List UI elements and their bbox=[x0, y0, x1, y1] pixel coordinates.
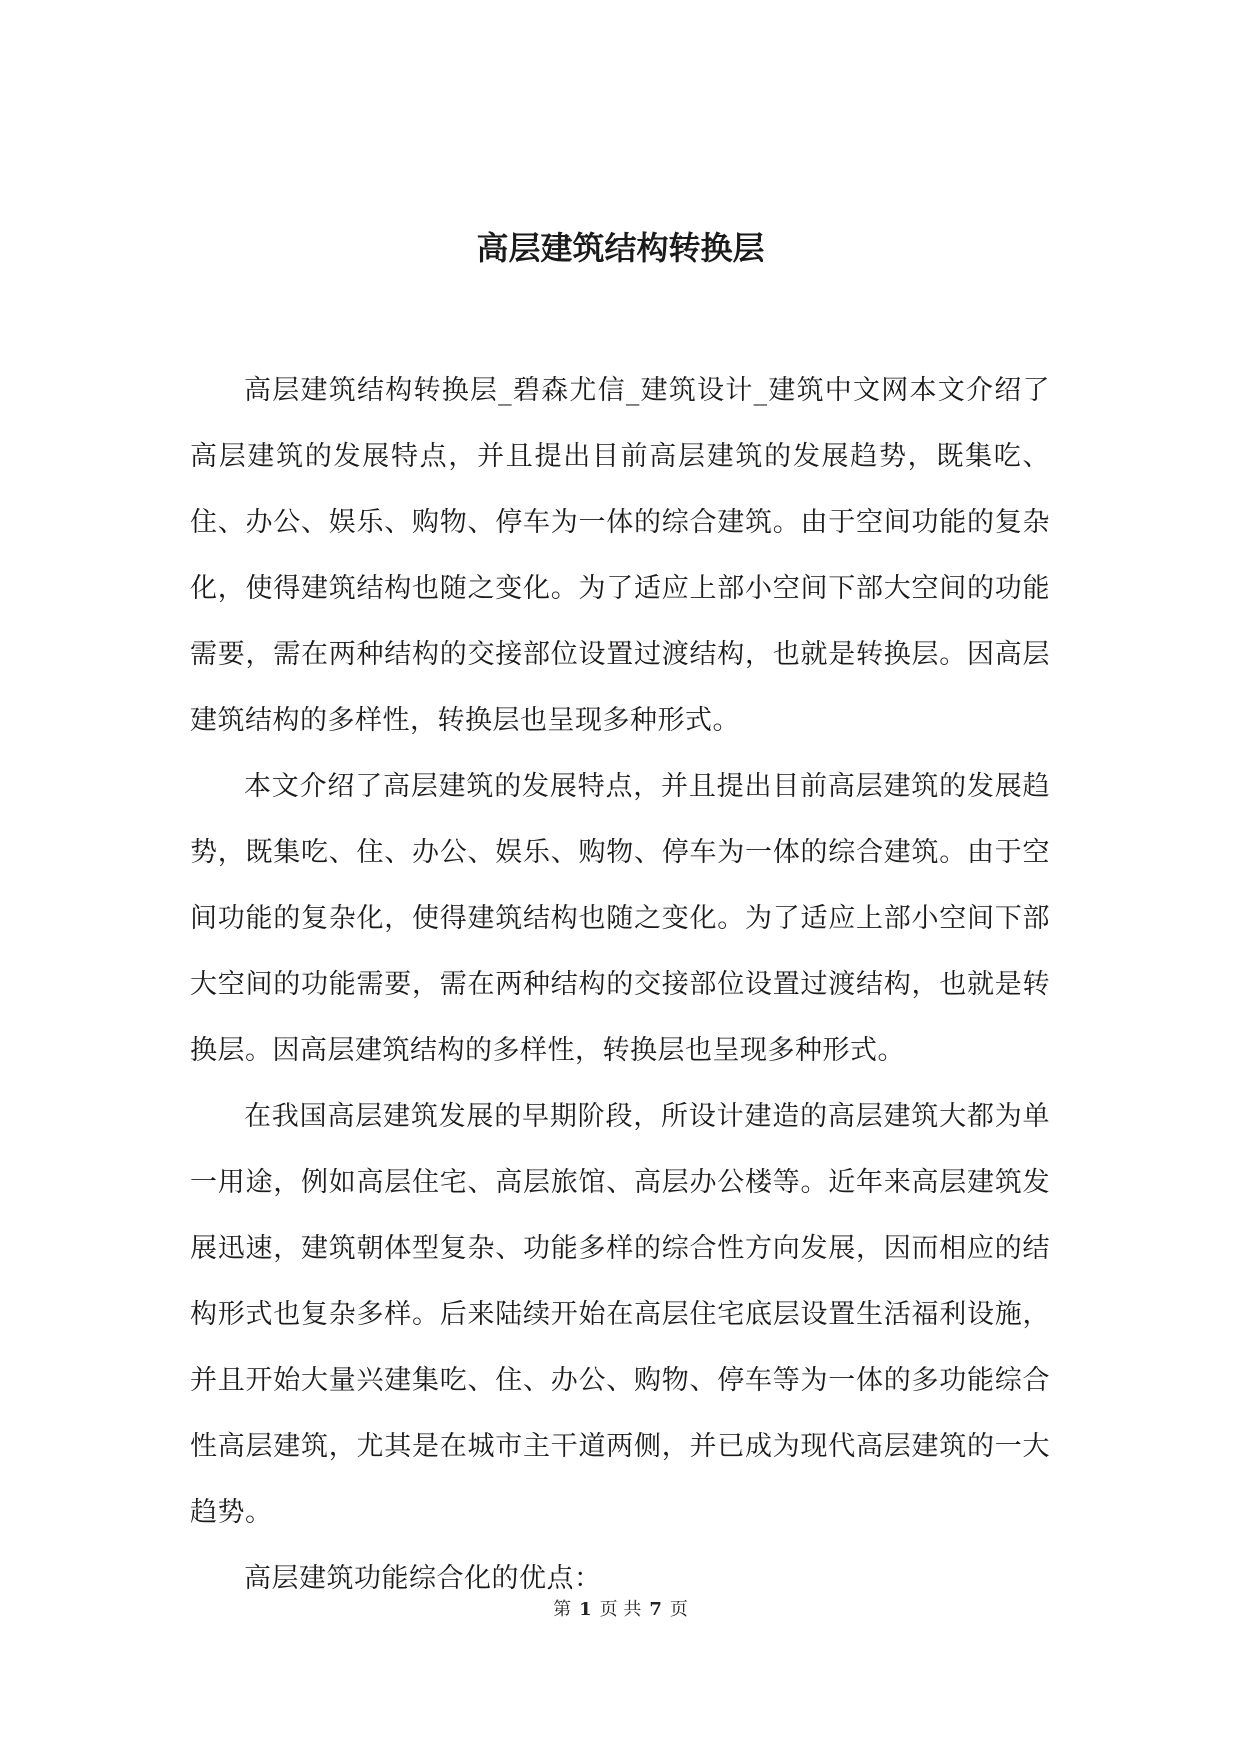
paragraph-4: 高层建筑功能综合化的优点： bbox=[244, 1563, 602, 1594]
footer-suffix: 页 bbox=[669, 1599, 688, 1620]
document-body bbox=[190, 358, 1050, 1612]
footer-total-pages: 7 bbox=[649, 1599, 662, 1620]
paragraph-3: 在我国高层建筑发展的早期阶段，所设计建造的高层建筑大都为单一用途，例如高层住宅、高层旅馆、高层办公楼等。近年来高层建筑发展迅速，建筑朝体型复杂、功能多样的综合性方向发展，因而相应的结构形式也复杂多样。后来陆续开始在高层住宅底层设置生活福利设施，并且开始大量兴建集吃、住、办公、购物、停车等为一体的多功能综合性高层建筑，尤其是在城市主干道两侧，并已成为现代高层建筑的一大趋势。 bbox=[190, 1101, 1050, 1528]
page-footer bbox=[0, 1598, 1241, 1622]
paragraph-2: 本文介绍了高层建筑的发展特点，并且提出目前高层建筑的发展趋势，既集吃、住、办公、娱乐、购物、停车为一体的综合建筑。由于空间功能的复杂化，使得建筑结构也随之变化。为了适应上部小空间下部大空间的功能需要，需在两种结构的交接部位设置过渡结构，也就是转换层。因高层建筑结构的多样性，转换层也呈现多种形式。 bbox=[190, 771, 1050, 1066]
footer-current-page: 1 bbox=[579, 1599, 592, 1620]
footer-prefix: 第 bbox=[553, 1599, 572, 1620]
footer-middle: 页 共 bbox=[599, 1599, 642, 1620]
document-title: 高层建筑结构转换层 bbox=[476, 229, 765, 267]
paragraph-1: 高层建筑结构转换层_碧森尤信_建筑设计_建筑中文网本文介绍了高层建筑的发展特点，并且提出目前高层建筑的发展趋势，既集吃、住、办公、娱乐、购物、停车为一体的综合建筑。由于空间功能的复杂化，使得建筑结构也随之变化。为了适应上部小空间下部大空间的功能需要，需在两种结构的交接部位设置过渡结构，也就是转换层。因高层建筑结构的多样性，转换层也呈现多种形式。 bbox=[190, 375, 1050, 736]
